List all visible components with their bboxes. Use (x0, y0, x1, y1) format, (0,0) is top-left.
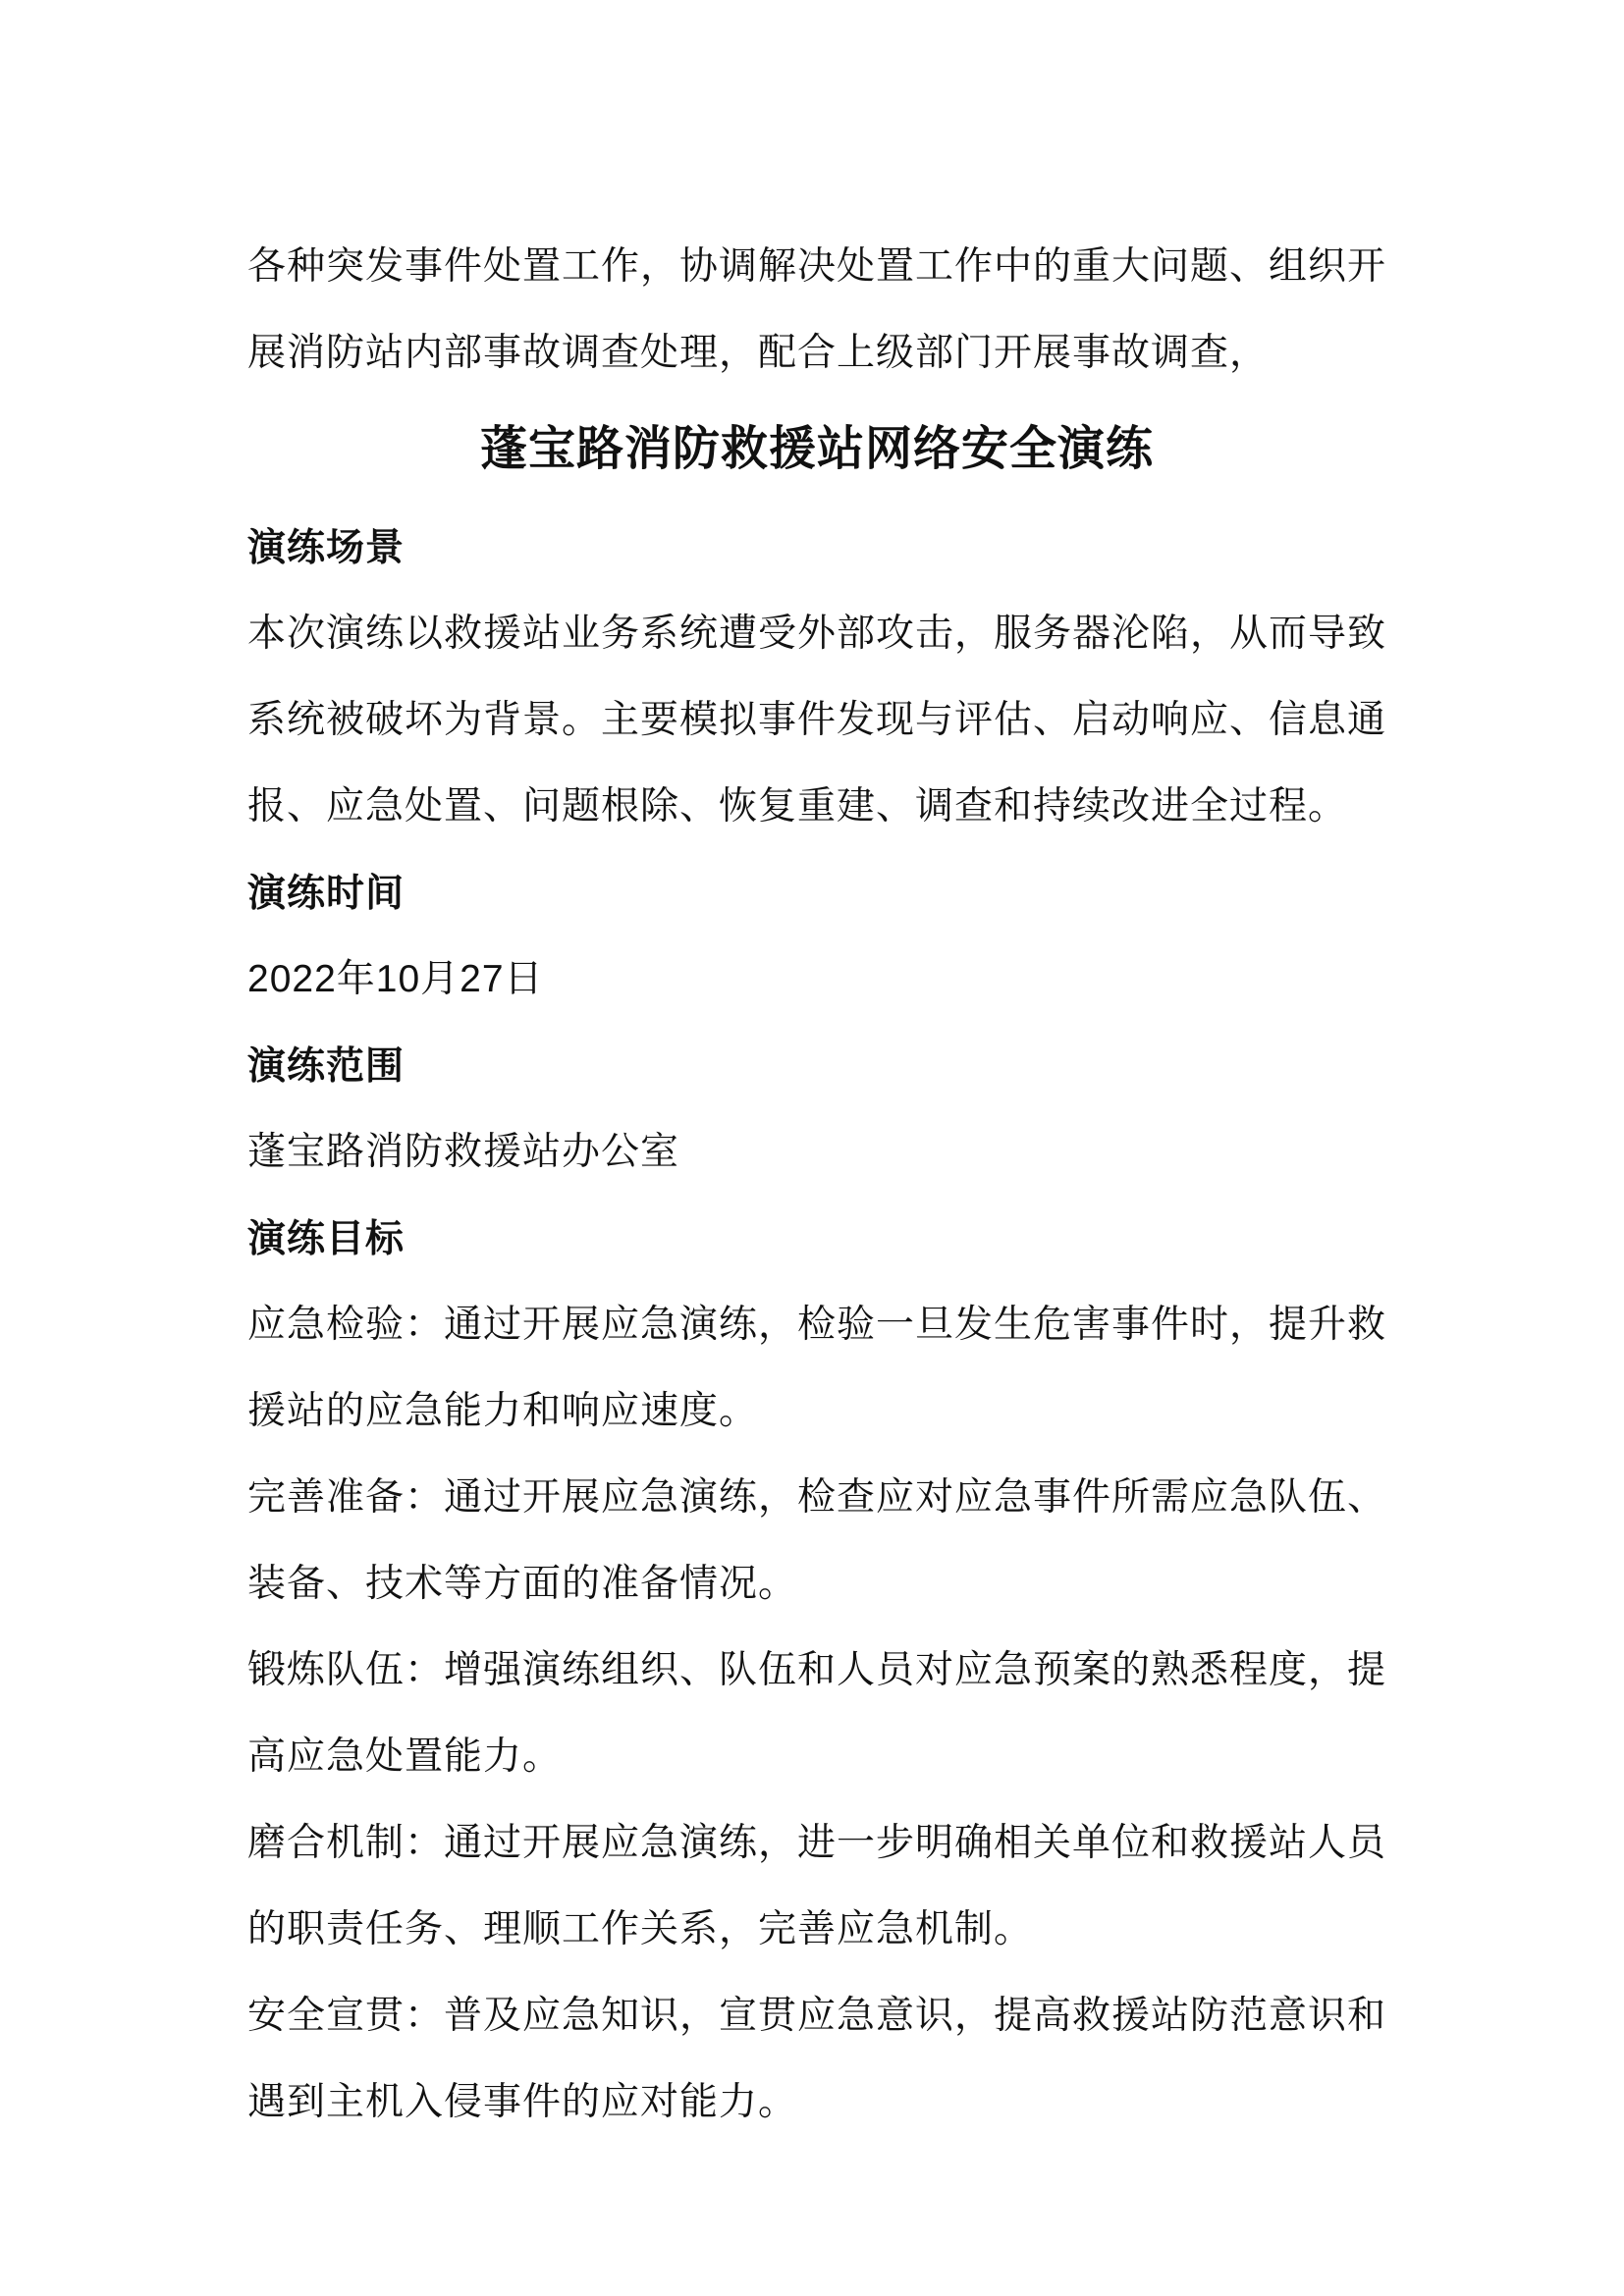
goal-item: 锻炼队伍：增强演练组织、队伍和人员对应急预案的熟悉程度，提高应急处置能力。 (247, 1648, 1387, 1779)
document-title: 蓬宝路消防救援站网络安全演练 (479, 421, 1154, 476)
scene-text: 本次演练以救援站业务系统遭受外部攻击，服务器沦陷，从而导致系统被破坏为背景。主要模拟事件发现与评估、启动响应、信息通报、应急处置、问题根除、恢复重建、调查和持续改进全过程。 (247, 612, 1387, 828)
intro-paragraph: 各种突发事件处置工作，协调解决处置工作中的重大问题、组织开展消防站内部事故调查处理，配合上级部门开展事故调查， (247, 244, 1387, 375)
goal-item: 完善准备：通过开展应急演练，检查应对应急事件所需应急队伍、装备、技术等方面的准备情况。 (247, 1475, 1387, 1606)
time-text: 2022年10月27日 (247, 958, 544, 1000)
goal-item: 安全宣贯：普及应急知识，宣贯应急意识，提高救援站防范意识和遇到主机入侵事件的应对能力。 (247, 1994, 1387, 2124)
document-content (247, 224, 1386, 2146)
goal-item: 应急检验：通过开展应急演练，检验一旦发生危害事件时，提升救援站的应急能力和响应速度。 (247, 1303, 1387, 1433)
scene-heading: 演练场景 (247, 525, 406, 570)
goal-item: 磨合机制：通过开展应急演练，进一步明确相关单位和救援站人员的职责任务、理顺工作关系，完善应急机制。 (247, 1821, 1387, 1951)
time-heading: 演练时间 (247, 871, 406, 916)
scope-text: 蓬宝路消防救援站办公室 (247, 1130, 680, 1174)
goals-heading: 演练目标 (247, 1216, 406, 1261)
scope-heading: 演练范围 (247, 1043, 406, 1089)
